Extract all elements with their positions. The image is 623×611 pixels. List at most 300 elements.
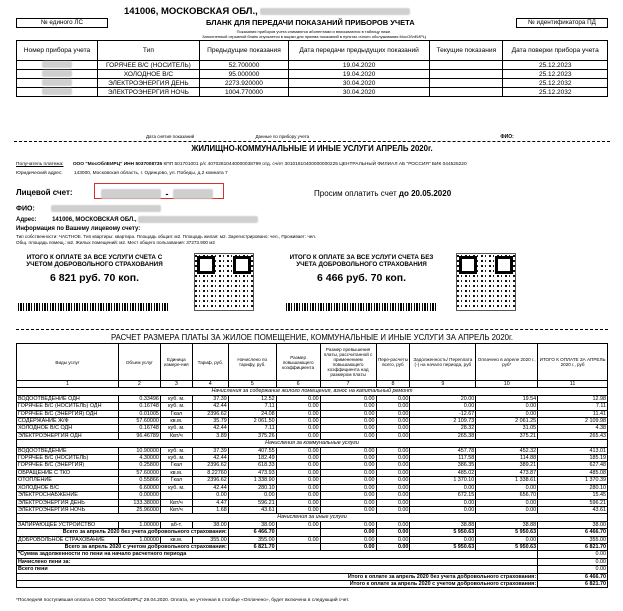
- adres-value: 141006, МОСКОВСКАЯ ОБЛ.,: [52, 217, 137, 224]
- meter-prev: 52.700000: [199, 61, 288, 70]
- calc-cell: 2 061.25: [476, 418, 538, 425]
- calc-cell: 133.38000: [118, 499, 160, 506]
- calc-cell: 3.89: [192, 432, 228, 439]
- calc-cell: 355.00: [192, 536, 228, 543]
- calc-cell: 0.00: [376, 403, 410, 410]
- calc-cell: 596.21: [538, 499, 608, 506]
- pay-until: [314, 189, 451, 198]
- calc-cell: 42.44: [192, 425, 228, 432]
- calc-row: [17, 455, 608, 462]
- meter-prev: 95.000000: [199, 70, 288, 79]
- calc-cell: 6 466.70: [228, 529, 276, 536]
- info-line-2: Общ. площадь помещ.: м2. Жилых помещений: м2. Мест общего пользования: 37273.900 м2: [16, 240, 215, 245]
- calc-cell: 5 950.63: [410, 529, 476, 536]
- calc-row: [17, 469, 608, 476]
- calc-cell: 0.16748: [118, 425, 160, 432]
- calc-cell: 4.38: [538, 425, 608, 432]
- calc-cell: 0.00: [320, 506, 376, 513]
- calc-cell: 42.44: [192, 484, 228, 491]
- col-number: 11: [538, 381, 608, 388]
- calc-cell: 117.58: [410, 455, 476, 462]
- recipient-details: КПП 501701001 р/с 40702810440000038799 отд. сч/ет 30101810400000000225 ЦЕНТРАЛЬНЫЙ ФИЛИАЛ АБ "РОССИЯ" БИК 044525220: [163, 162, 467, 167]
- summary-value: 0.00: [538, 551, 608, 558]
- meter-check: 25.12.2032: [503, 88, 608, 97]
- calc-cell: 1 338.90: [228, 477, 276, 484]
- meter-row: [17, 79, 608, 88]
- calc-cell: 656.70: [476, 492, 538, 499]
- calc-cell: 0.00: [376, 506, 410, 513]
- calc-cell: 0.00: [320, 462, 376, 469]
- calc-cell: ГОРЯЧЕЕ В/С (НОСИТЕЛЬ): [17, 455, 119, 462]
- calc-col-6: Размер повышающего коэффициента: [276, 344, 320, 381]
- calc-row: [17, 477, 608, 484]
- calc-col-4: Тариф, руб.: [192, 344, 228, 381]
- calc-cell: 0.00: [320, 432, 376, 439]
- calc-cell: 5 950.63: [476, 543, 538, 550]
- calc-cell: 355.00: [538, 536, 608, 543]
- calc-cell: ГОРЯЧЕЕ В/С (НОСИТЕЛЬ) ОДН: [17, 403, 119, 410]
- calc-summary-row: [17, 566, 608, 573]
- meter-row: [17, 70, 608, 79]
- calc-cell: [276, 529, 320, 536]
- section-label: Начисления за содержание жилого помещения, взнос на капитальный ремонт: [17, 388, 608, 395]
- col-number: 5: [228, 381, 276, 388]
- calc-cell: ХОЛОДНОЕ В/С: [17, 484, 119, 491]
- calc-cell: 0.00: [476, 499, 538, 506]
- calc-cell: 0.00: [276, 418, 320, 425]
- calc-subtotal-row: [17, 543, 608, 550]
- redacted-meter-number: [42, 61, 72, 68]
- meter-type: ХОЛОДНОЕ В/С: [98, 70, 200, 79]
- calc-cell: 0.00: [320, 455, 376, 462]
- calc-cell: 355.00: [228, 536, 276, 543]
- calc-col-1: Виды услуг: [17, 344, 119, 381]
- calc-cell: аб-т.: [160, 521, 192, 528]
- col-number: 8: [376, 381, 410, 388]
- calc-cell: 0.00: [476, 536, 538, 543]
- total-with-sum: 6 821 руб. 70 коп.: [49, 272, 139, 284]
- meter-type: ЭЛЕКТРОЭНЕРГИЯ ДЕНЬ: [98, 79, 200, 88]
- total-with-insurance: [22, 254, 167, 284]
- calc-cell: 0.00: [410, 484, 476, 491]
- calc-cell: 0.00: [320, 410, 376, 417]
- ls-label: Лицевой счет:: [16, 188, 73, 197]
- meter-check: 25.12.2023: [503, 70, 608, 79]
- meters-col-5: Текущие показания: [430, 41, 503, 61]
- calc-cell: 596.21: [228, 499, 276, 506]
- calc-cell: 0.00: [320, 447, 376, 454]
- calc-cell: ХОЛОДНОЕ В/С ОДН: [17, 425, 119, 432]
- calc-cell: 375.21: [476, 432, 538, 439]
- calc-cell: 42.44: [192, 403, 228, 410]
- calc-cell: 0.00: [376, 529, 410, 536]
- calc-col-9: Задолженность/ Переплата (-) на начало периода, руб: [410, 344, 476, 381]
- calc-cell: 1.00000: [118, 521, 160, 528]
- info-title: Информация по Вашему лицевому счету:: [16, 226, 141, 232]
- calc-row: [17, 403, 608, 410]
- pay-prefix: Просим оплатить счет: [314, 189, 397, 198]
- calc-cell: Квт/ч: [160, 506, 192, 513]
- calc-row: [17, 536, 608, 543]
- calc-cell: ЭЛЕКТРОСНАБЖЕНИЕ: [17, 492, 119, 499]
- calc-cell: 7.11: [228, 403, 276, 410]
- col-number: 6: [276, 381, 320, 388]
- col-number: 3: [160, 381, 192, 388]
- redacted-meter-number: [42, 70, 72, 77]
- section-label: Начисления за коммунальные услуги: [17, 440, 608, 447]
- calc-cell: 8.22760: [192, 469, 228, 476]
- address-header: [124, 6, 410, 17]
- calc-cell: 57.60000: [118, 469, 160, 476]
- calc-cell: 0.00: [476, 484, 538, 491]
- calc-cell: 28.32: [410, 425, 476, 432]
- pay-date: до 20.05.2020: [398, 189, 452, 198]
- calc-cell: Гкал: [160, 410, 192, 417]
- calc-cell: 2396.62: [192, 462, 228, 469]
- calc-cell: 618.33: [228, 462, 276, 469]
- calc-cell: 1 370.39: [538, 477, 608, 484]
- calc-cell: 0.00: [276, 469, 320, 476]
- ls-dash: -: [165, 189, 169, 199]
- calc-cell: 280.10: [228, 484, 276, 491]
- calc-cell: 0.00: [376, 432, 410, 439]
- calc-cell: 452.32: [476, 447, 538, 454]
- calc-summary-row: [17, 551, 608, 558]
- col-number: 1: [17, 381, 119, 388]
- calc-section-row: [17, 388, 608, 395]
- meter-number: [17, 88, 98, 97]
- calc-cell: 6 466.70: [538, 529, 608, 536]
- meter-current-input[interactable]: [430, 61, 503, 70]
- calc-cell: 182.49: [228, 455, 276, 462]
- blank-subtitle: [164, 29, 464, 39]
- total-without-sum: 6 466 руб. 70 коп.: [316, 272, 406, 284]
- calc-cell: 4.30000: [118, 455, 160, 462]
- calc-cell: 473.87: [476, 469, 538, 476]
- ls-number-box: № единого ЛС: [16, 18, 108, 28]
- calc-row: [17, 410, 608, 417]
- fio-label: ФИО:: [16, 205, 35, 213]
- calc-cell: 31.05: [476, 425, 538, 432]
- calc-cell: 185.19: [538, 455, 608, 462]
- sig-date-label: Дата снятия показаний: [146, 134, 195, 139]
- calc-cell: 11.41: [538, 410, 608, 417]
- calc-cell: 0.00: [376, 418, 410, 425]
- meter-type: ЭЛЕКТРОЭНЕРГИЯ НОЧЬ: [98, 88, 200, 97]
- meter-date: 19.04.2020: [289, 70, 430, 79]
- calc-cell: 0.00: [410, 403, 476, 410]
- calc-col-numbers: [17, 381, 608, 388]
- calc-row: [17, 425, 608, 432]
- calc-cell: 0.00: [376, 499, 410, 506]
- meter-type: ГОРЯЧЕЕ В/С (НОСИТЕЛЬ): [98, 61, 200, 70]
- calc-cell: 0.00: [410, 536, 476, 543]
- calc-cell: кв.м.: [160, 469, 192, 476]
- calc-cell: 0.00: [410, 506, 476, 513]
- calc-cell: 0.00: [276, 395, 320, 402]
- redacted-meter-number: [42, 79, 72, 86]
- calc-cell: ЭЛЕКТРОЭНЕРГИЯ ДЕНЬ: [17, 499, 119, 506]
- calc-cell: 6 821.70: [228, 543, 276, 550]
- calc-cell: 38.00: [538, 521, 608, 528]
- calc-cell: Гкал: [160, 462, 192, 469]
- calc-cell: 0.00: [476, 410, 538, 417]
- calc-cell: 0.00: [276, 432, 320, 439]
- calc-cell: 35.79: [192, 418, 228, 425]
- calc-title: РАСЧЕТ РАЗМЕРА ПЛАТЫ ЗА ЖИЛОЕ ПОМЕЩЕНИЕ, КОММУНАЛЬНЫЕ И ИНЫЕ УСЛУГИ ЗА АПРЕЛЬ 2020г.: [16, 329, 608, 342]
- yur-address: 143000, Московская область, г. Одинцово, ул. Победы, д.2 комната 7: [73, 171, 228, 176]
- calc-row: [17, 395, 608, 402]
- col-number: 9: [410, 381, 476, 388]
- adres-label: Адрес:: [16, 217, 37, 224]
- summary-label: Начислено пени за:: [17, 558, 538, 565]
- calc-cell: ОБРАЩЕНИЕ С ТКО: [17, 469, 119, 476]
- calc-cell: 0.00: [376, 395, 410, 402]
- calc-cell: Гкал: [160, 477, 192, 484]
- calc-cell: 0.16748: [118, 403, 160, 410]
- barcode-2: [286, 303, 436, 311]
- calc-col-2: Объем услуг: [118, 344, 160, 381]
- yur-label: Юридический адрес:: [16, 171, 63, 176]
- calc-row: [17, 462, 608, 469]
- meter-prev: 2273.920000: [199, 79, 288, 88]
- calc-cell: 0.00: [376, 469, 410, 476]
- calc-cell: 0.00: [476, 403, 538, 410]
- calc-cell: 0.00: [276, 492, 320, 499]
- calc-cell: ГОРЯЧЕЕ В/С (ЭНЕРГИЯ) ОДН: [17, 410, 119, 417]
- recipient-label: Получатель платежа:: [16, 162, 64, 167]
- calc-subtotal-row: [17, 529, 608, 536]
- calc-cell: [276, 543, 320, 550]
- calc-cell: 280.10: [538, 484, 608, 491]
- calc-cell: 57.60000: [118, 418, 160, 425]
- total-without-caption: ИТОГО К ОПЛАТЕ ЗА ВСЕ УСЛУГИ СЧЕТА БЕЗ УЧЕТА ДОБРОВОЛЬНОГО СТРАХОВАНИЯ: [289, 254, 434, 268]
- calc-col-5: Начислено по тарифу, руб.: [228, 344, 276, 381]
- recipient-block: [16, 162, 606, 177]
- calc-cell: 0.00: [376, 536, 410, 543]
- calc-table: [16, 343, 608, 588]
- meter-row: [17, 88, 608, 97]
- calc-row: [17, 447, 608, 454]
- calc-col-8: Пере-расчеты всего, руб: [376, 344, 410, 381]
- calc-col-10: Оплачено в апреле 2020 г., руб*: [476, 344, 538, 381]
- calc-cell: 0.00: [276, 425, 320, 432]
- calc-row: [17, 506, 608, 513]
- calc-cell: 24.08: [228, 410, 276, 417]
- calc-cell: 37.39: [192, 447, 228, 454]
- col-number: 7: [320, 381, 376, 388]
- calc-cell: 0.00: [276, 484, 320, 491]
- redacted-address: [260, 8, 410, 15]
- summary-value: 0.00: [538, 566, 608, 573]
- meter-current-input[interactable]: [430, 70, 503, 79]
- calc-cell: 0.01005: [118, 410, 160, 417]
- meter-check: 25.12.2032: [503, 79, 608, 88]
- blank-header: [16, 18, 608, 28]
- calc-cell: 1 338.61: [476, 477, 538, 484]
- meter-row: [17, 61, 608, 70]
- calc-cell: 2396.62: [192, 477, 228, 484]
- meter-number: [17, 70, 98, 79]
- calc-cell: 38.88: [410, 521, 476, 528]
- calc-cell: 407.55: [228, 447, 276, 454]
- calc-cell: 38.88: [476, 521, 538, 528]
- calc-cell: 0.00: [320, 543, 376, 550]
- calc-cell: 0.00: [276, 462, 320, 469]
- calc-cell: ДОБРОВОЛЬНОЕ СТРАХОВАНИЕ: [17, 536, 119, 543]
- calc-cell: 42.44: [192, 455, 228, 462]
- calc-summary-row: [17, 580, 608, 587]
- calc-cell: Квт/ч: [160, 499, 192, 506]
- col-number: 2: [118, 381, 160, 388]
- calc-cell: 0.00: [320, 529, 376, 536]
- calc-cell: 25.96000: [118, 506, 160, 513]
- calc-cell: 2 061.50: [228, 418, 276, 425]
- subtotal-label: Всего за апрель 2020 с учетом добровольного страхования:: [17, 543, 229, 550]
- calc-cell: 0.00: [320, 403, 376, 410]
- calc-cell: ЗАПИРАЮЩЕЕ УСТРОЙСТВО: [17, 521, 119, 528]
- total-without-insurance: [289, 254, 434, 284]
- redacted-fio: [51, 205, 161, 212]
- calc-cell: 0.00: [376, 447, 410, 454]
- meter-prev: 1004.770000: [199, 88, 288, 97]
- calc-cell: 0.55866: [118, 477, 160, 484]
- calc-cell: 2 109.98: [538, 418, 608, 425]
- redacted-adres: [138, 216, 258, 223]
- calc-cell: 0.33496: [118, 395, 160, 402]
- calc-cell: 627.48: [538, 462, 608, 469]
- calc-cell: 457.78: [410, 447, 476, 454]
- summary-value: 6 466.70: [538, 573, 608, 580]
- footer-note: *Последняя поступившая оплата в ООО "МосОблЕИРЦ" 29.04.2020. Оплата, не учтенная в столбце «Оплачено», будет включена в следующий счет.: [16, 598, 350, 603]
- calc-cell: 1 370.10: [410, 477, 476, 484]
- summary-label: *Сумма задолженности по пени на начало расчетного периода: [17, 551, 538, 558]
- calc-cell: ВОДООТВЕДЕНИЕ: [17, 447, 119, 454]
- address-text: 141006, МОСКОВСКАЯ ОБЛ.,: [124, 6, 258, 17]
- calc-summary-row: [17, 573, 608, 580]
- calc-row: [17, 418, 608, 425]
- redacted-meter-number: [42, 88, 72, 95]
- calc-section-row: [17, 514, 608, 521]
- meter-current-input[interactable]: [430, 79, 503, 88]
- calc-cell: 0.00: [320, 477, 376, 484]
- calc-cell: 2 109.73: [410, 418, 476, 425]
- meters-col-2: Тип: [98, 41, 200, 61]
- calc-cell: куб. м.: [160, 403, 192, 410]
- calc-cell: 0.00: [376, 462, 410, 469]
- info-line-1: Тип собственности: ЧАСТНОЕ. Тип квартиры: квартира. Площадь общая: м2. Площадь жилая: м2. Зарегистрировано: чел., Проживает: чел.: [16, 234, 317, 239]
- total-with-caption: ИТОГО К ОПЛАТЕ ЗА ВСЕ УСЛУГИ СЧЕТА С УЧЕТОМ ДОБРОВОЛЬНОГО СТРАХОВАНИЯ: [26, 254, 163, 268]
- col-number: 4: [192, 381, 228, 388]
- calc-cell: 20.00: [410, 395, 476, 402]
- calc-cell: 12.98: [538, 395, 608, 402]
- calc-summary-row: [17, 558, 608, 565]
- calc-cell: кв.м.: [160, 536, 192, 543]
- pd-id-box: № идентификатора ПД: [516, 18, 608, 28]
- calc-cell: 386.35: [410, 462, 476, 469]
- meter-check: 25.12.2023: [503, 61, 608, 70]
- calc-cell: ГОРЯЧЕЕ В/С (ЭНЕРГИЯ): [17, 462, 119, 469]
- calc-cell: 265.38: [410, 432, 476, 439]
- calc-cell: 0.00000: [118, 492, 160, 499]
- barcode-1: [18, 303, 168, 311]
- calc-cell: ВОДООТВЕДЕНИЕ ОДН: [17, 395, 119, 402]
- calc-cell: 0.00: [320, 395, 376, 402]
- calc-cell: 0.00: [320, 418, 376, 425]
- calc-cell: 0.00: [276, 403, 320, 410]
- calc-cell: 0.00: [376, 410, 410, 417]
- calc-cell: -12.67: [410, 410, 476, 417]
- calc-cell: 0.00: [276, 455, 320, 462]
- calc-cell: 0.00: [276, 410, 320, 417]
- calc-cell: 43.61: [538, 506, 608, 513]
- calc-cell: 4.47: [192, 499, 228, 506]
- calc-cell: 0.00: [276, 536, 320, 543]
- redacted-ls-1: [101, 189, 161, 199]
- calc-col-3: Единица измере-ния: [160, 344, 192, 381]
- calc-cell: 37.39: [192, 395, 228, 402]
- calc-cell: 0.00: [320, 521, 376, 528]
- summary-value: 6 821.70: [538, 580, 608, 587]
- meter-number: [17, 79, 98, 88]
- info-text: [16, 234, 596, 246]
- meters-col-6: Дата поверки прибора учета: [503, 41, 608, 61]
- calc-cell: 1.00000: [118, 536, 160, 543]
- calc-row: [17, 521, 608, 528]
- adres-row: [16, 216, 258, 223]
- calc-col-11: ИТОГО К ОПЛАТЕ ЗА АПРЕЛЬ 2020 г., руб: [538, 344, 608, 381]
- calc-cell: ЭЛЕКТРОЭНЕРГИЯ ОДН: [17, 432, 119, 439]
- calc-row: [17, 499, 608, 506]
- calc-cell: куб. м.: [160, 395, 192, 402]
- ls-number-highlight: [94, 183, 224, 199]
- calc-cell: 375.26: [228, 432, 276, 439]
- meter-current-input[interactable]: [430, 88, 503, 97]
- meter-date: 19.04.2020: [289, 61, 430, 70]
- calc-cell: 265.43: [538, 432, 608, 439]
- calc-cell: 96.46789: [118, 432, 160, 439]
- calc-cell: 19.54: [476, 395, 538, 402]
- calc-cell: куб. м.: [160, 484, 192, 491]
- calc-cell: 0.00: [376, 425, 410, 432]
- calc-cell: ЭЛЕКТРОЭНЕРГИЯ НОЧЬ: [17, 506, 119, 513]
- bill-page: [14, 6, 610, 606]
- calc-cell: 0.00: [320, 469, 376, 476]
- calc-row: [17, 432, 608, 439]
- calc-cell: 0.00: [320, 425, 376, 432]
- calc-cell: кв.м.: [160, 418, 192, 425]
- calc-cell: ОТОПЛЕНИЕ: [17, 477, 119, 484]
- calc-cell: 0.00: [276, 447, 320, 454]
- meter-number: [17, 61, 98, 70]
- calc-cell: куб. м.: [160, 425, 192, 432]
- calc-cell: 5 950.63: [410, 543, 476, 550]
- calc-cell: [160, 492, 192, 499]
- meter-date: 30.04.2020: [289, 88, 430, 97]
- calc-cell: 0.00: [376, 455, 410, 462]
- meter-date: 30.04.2020: [289, 79, 430, 88]
- summary-label: Итого к оплате за апрель 2020 без учета добровольного страхования:: [17, 573, 538, 580]
- qr-code-2: [456, 253, 516, 311]
- sig-meter-label: Данные по прибору учета: [255, 134, 310, 139]
- calc-cell: 5 950.63: [476, 529, 538, 536]
- calc-cell: 389.21: [476, 462, 538, 469]
- qr-code-1: [194, 253, 254, 311]
- calc-cell: 473.93: [228, 469, 276, 476]
- calc-cell: 6.60000: [118, 484, 160, 491]
- calc-cell: 672.15: [410, 492, 476, 499]
- calc-cell: 0.00: [320, 499, 376, 506]
